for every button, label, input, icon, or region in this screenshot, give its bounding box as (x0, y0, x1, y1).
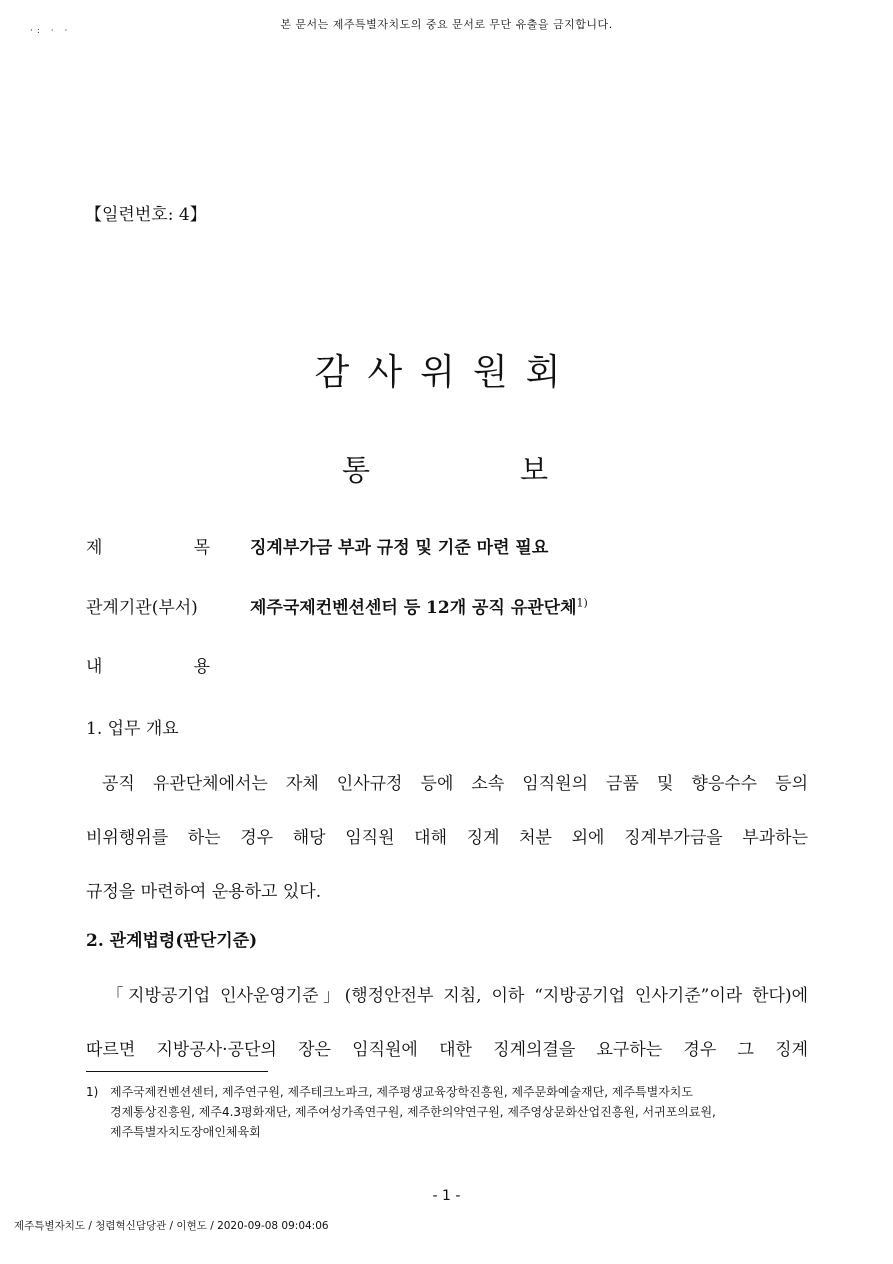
document-type-char-2: 보 (520, 453, 549, 487)
section-2-body (86, 969, 808, 1077)
header-notice: 본 문서는 제주특별자치도의 중요 문서로 무단 유출을 금지합니다. (280, 18, 613, 31)
footnote-ref: 1) (576, 596, 588, 610)
agency-value-row (250, 593, 588, 618)
serial-number: 【일련번호: 4】 (85, 205, 207, 225)
agency-value: 제주국제컨벤션센터 등 12개 공직 유관단체 (250, 598, 577, 618)
content-label-part-1: 내 (86, 657, 103, 677)
section-1-heading: 1. 업무 개요 (86, 719, 179, 739)
footnote-number: 1) (86, 1085, 99, 1099)
subject-label-part-2: 목 (193, 538, 210, 558)
section-1-body (86, 757, 808, 919)
content-label-part-2: 용 (193, 657, 210, 677)
document-title: 감사위원회 (314, 352, 579, 393)
content-label (86, 652, 210, 677)
subject-label (86, 533, 210, 558)
footnote-line-1: 제주국제컨벤션센터, 제주연구원, 제주테크노파크, 제주평생교육장학진흥원, 제주문화예술재단, 제주특별자치도 (110, 1085, 693, 1099)
document-type-char-1: 통 (342, 453, 371, 487)
page-number: - 1 - (432, 1188, 461, 1204)
section-2-line-2: 따르면 지방공사·공단의 장은 임직원에 대한 징계의결을 요구하는 경우 그 징계 (86, 1040, 808, 1060)
footnote-line-3: 제주특별자치도장애인체육회 (110, 1125, 261, 1139)
subject-value: 징계부가금 부과 규정 및 기준 마련 필요 (250, 538, 549, 558)
footnote-line-2: 경제통상진흥원, 제주4.3평화재단, 제주여성가족연구원, 제주한의약연구원, 제주영상문화산업진흥원, 서귀포의료원, (110, 1105, 716, 1119)
footnote-divider (86, 1071, 268, 1072)
subject-label-part-1: 제 (86, 538, 103, 558)
section-1-line-2: 비위행위를 하는 경우 해당 임직원 대해 징계 처분 외에 징계부가금을 부과하는 (86, 828, 808, 848)
section-1-line-3: 규정을 마련하여 운용하고 있다. (86, 882, 322, 902)
section-2-line-1: 「지방공기업 인사운영기준」(행정안전부 지침, 이하 “지방공기업 인사기준”이라 한다)에 (102, 986, 808, 1006)
scan-marks: ·: · · (30, 26, 72, 36)
section-1-line-1: 공직 유관단체에서는 자체 인사규정 등에 소속 임직원의 금품 및 향응수수 등의 (102, 774, 808, 794)
section-2-heading: 2. 관계법령(판단기준) (86, 931, 258, 951)
agency-label: 관계기관(부서) (86, 598, 198, 618)
footnote (86, 1082, 826, 1142)
bottom-info: 제주특별자치도 / 청렴혁신담당관 / 이현도 / 2020-09-08 09:04:06 (14, 1220, 329, 1232)
